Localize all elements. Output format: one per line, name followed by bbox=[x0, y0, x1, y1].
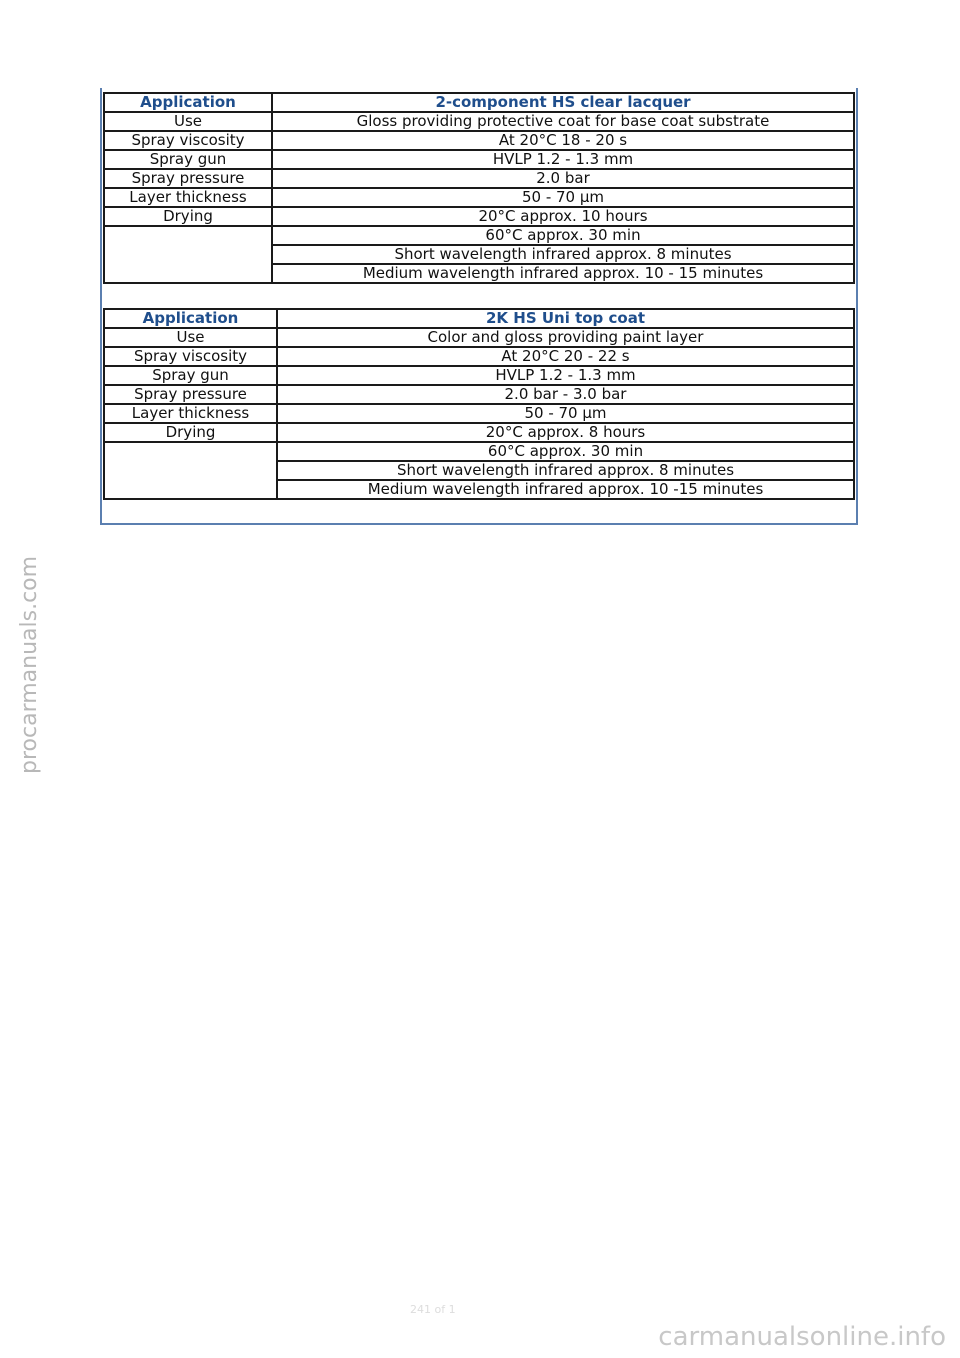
row-label: Layer thickness bbox=[104, 188, 272, 207]
header-product-name: 2K HS Uni top coat bbox=[277, 309, 854, 328]
row-value: Short wavelength infrared approx. 8 minutes bbox=[277, 461, 854, 480]
page-number: 241 of 1 bbox=[410, 1303, 456, 1316]
table-row bbox=[104, 328, 854, 347]
table-row bbox=[104, 385, 854, 404]
drying-blank-cell bbox=[104, 442, 277, 499]
row-label: Spray gun bbox=[104, 150, 272, 169]
table-row bbox=[104, 150, 854, 169]
row-value: 20°C approx. 8 hours bbox=[277, 423, 854, 442]
row-value: Short wavelength infrared approx. 8 minutes bbox=[272, 245, 854, 264]
row-label: Spray pressure bbox=[104, 385, 277, 404]
table-header-row bbox=[104, 309, 854, 328]
row-label: Drying bbox=[104, 423, 277, 442]
bottom-watermark: carmanualsonline.info bbox=[658, 1322, 946, 1352]
row-value: Medium wavelength infrared approx. 10 - 15 minutes bbox=[272, 264, 854, 283]
table-row bbox=[104, 347, 854, 366]
row-value: 60°C approx. 30 min bbox=[272, 226, 854, 245]
row-label: Spray viscosity bbox=[104, 347, 277, 366]
row-label: Spray viscosity bbox=[104, 131, 272, 150]
paint-spec-table-uni-top-coat bbox=[103, 308, 855, 500]
row-value: 20°C approx. 10 hours bbox=[272, 207, 854, 226]
table-row bbox=[104, 404, 854, 423]
header-application-label: Application bbox=[104, 93, 272, 112]
paint-spec-table-clear-lacquer bbox=[103, 92, 855, 284]
row-label: Use bbox=[104, 328, 277, 347]
side-watermark: procarmanuals.com bbox=[17, 555, 42, 774]
row-value: Color and gloss providing paint layer bbox=[277, 328, 854, 347]
table-row bbox=[104, 188, 854, 207]
drying-blank-cell bbox=[104, 226, 272, 283]
row-value: Medium wavelength infrared approx. 10 -15 minutes bbox=[277, 480, 854, 499]
table-row bbox=[104, 366, 854, 385]
row-value: HVLP 1.2 - 1.3 mm bbox=[272, 150, 854, 169]
row-value: At 20°C 18 - 20 s bbox=[272, 131, 854, 150]
table-row bbox=[104, 442, 854, 461]
row-value: 50 - 70 µm bbox=[272, 188, 854, 207]
header-application-label: Application bbox=[104, 309, 277, 328]
header-product-name: 2-component HS clear lacquer bbox=[272, 93, 854, 112]
table-row bbox=[104, 226, 854, 245]
row-value: 2.0 bar bbox=[272, 169, 854, 188]
row-label: Use bbox=[104, 112, 272, 131]
table-row bbox=[104, 207, 854, 226]
row-value: HVLP 1.2 - 1.3 mm bbox=[277, 366, 854, 385]
row-value: 50 - 70 µm bbox=[277, 404, 854, 423]
row-value: 60°C approx. 30 min bbox=[277, 442, 854, 461]
row-value: Gloss providing protective coat for base coat substrate bbox=[272, 112, 854, 131]
table-row bbox=[104, 423, 854, 442]
row-label: Spray gun bbox=[104, 366, 277, 385]
row-label: Layer thickness bbox=[104, 404, 277, 423]
table-row bbox=[104, 131, 854, 150]
row-value: 2.0 bar - 3.0 bar bbox=[277, 385, 854, 404]
row-label: Drying bbox=[104, 207, 272, 226]
table-row bbox=[104, 112, 854, 131]
table-row bbox=[104, 169, 854, 188]
row-label: Spray pressure bbox=[104, 169, 272, 188]
row-value: At 20°C 20 - 22 s bbox=[277, 347, 854, 366]
table-header-row bbox=[104, 93, 854, 112]
